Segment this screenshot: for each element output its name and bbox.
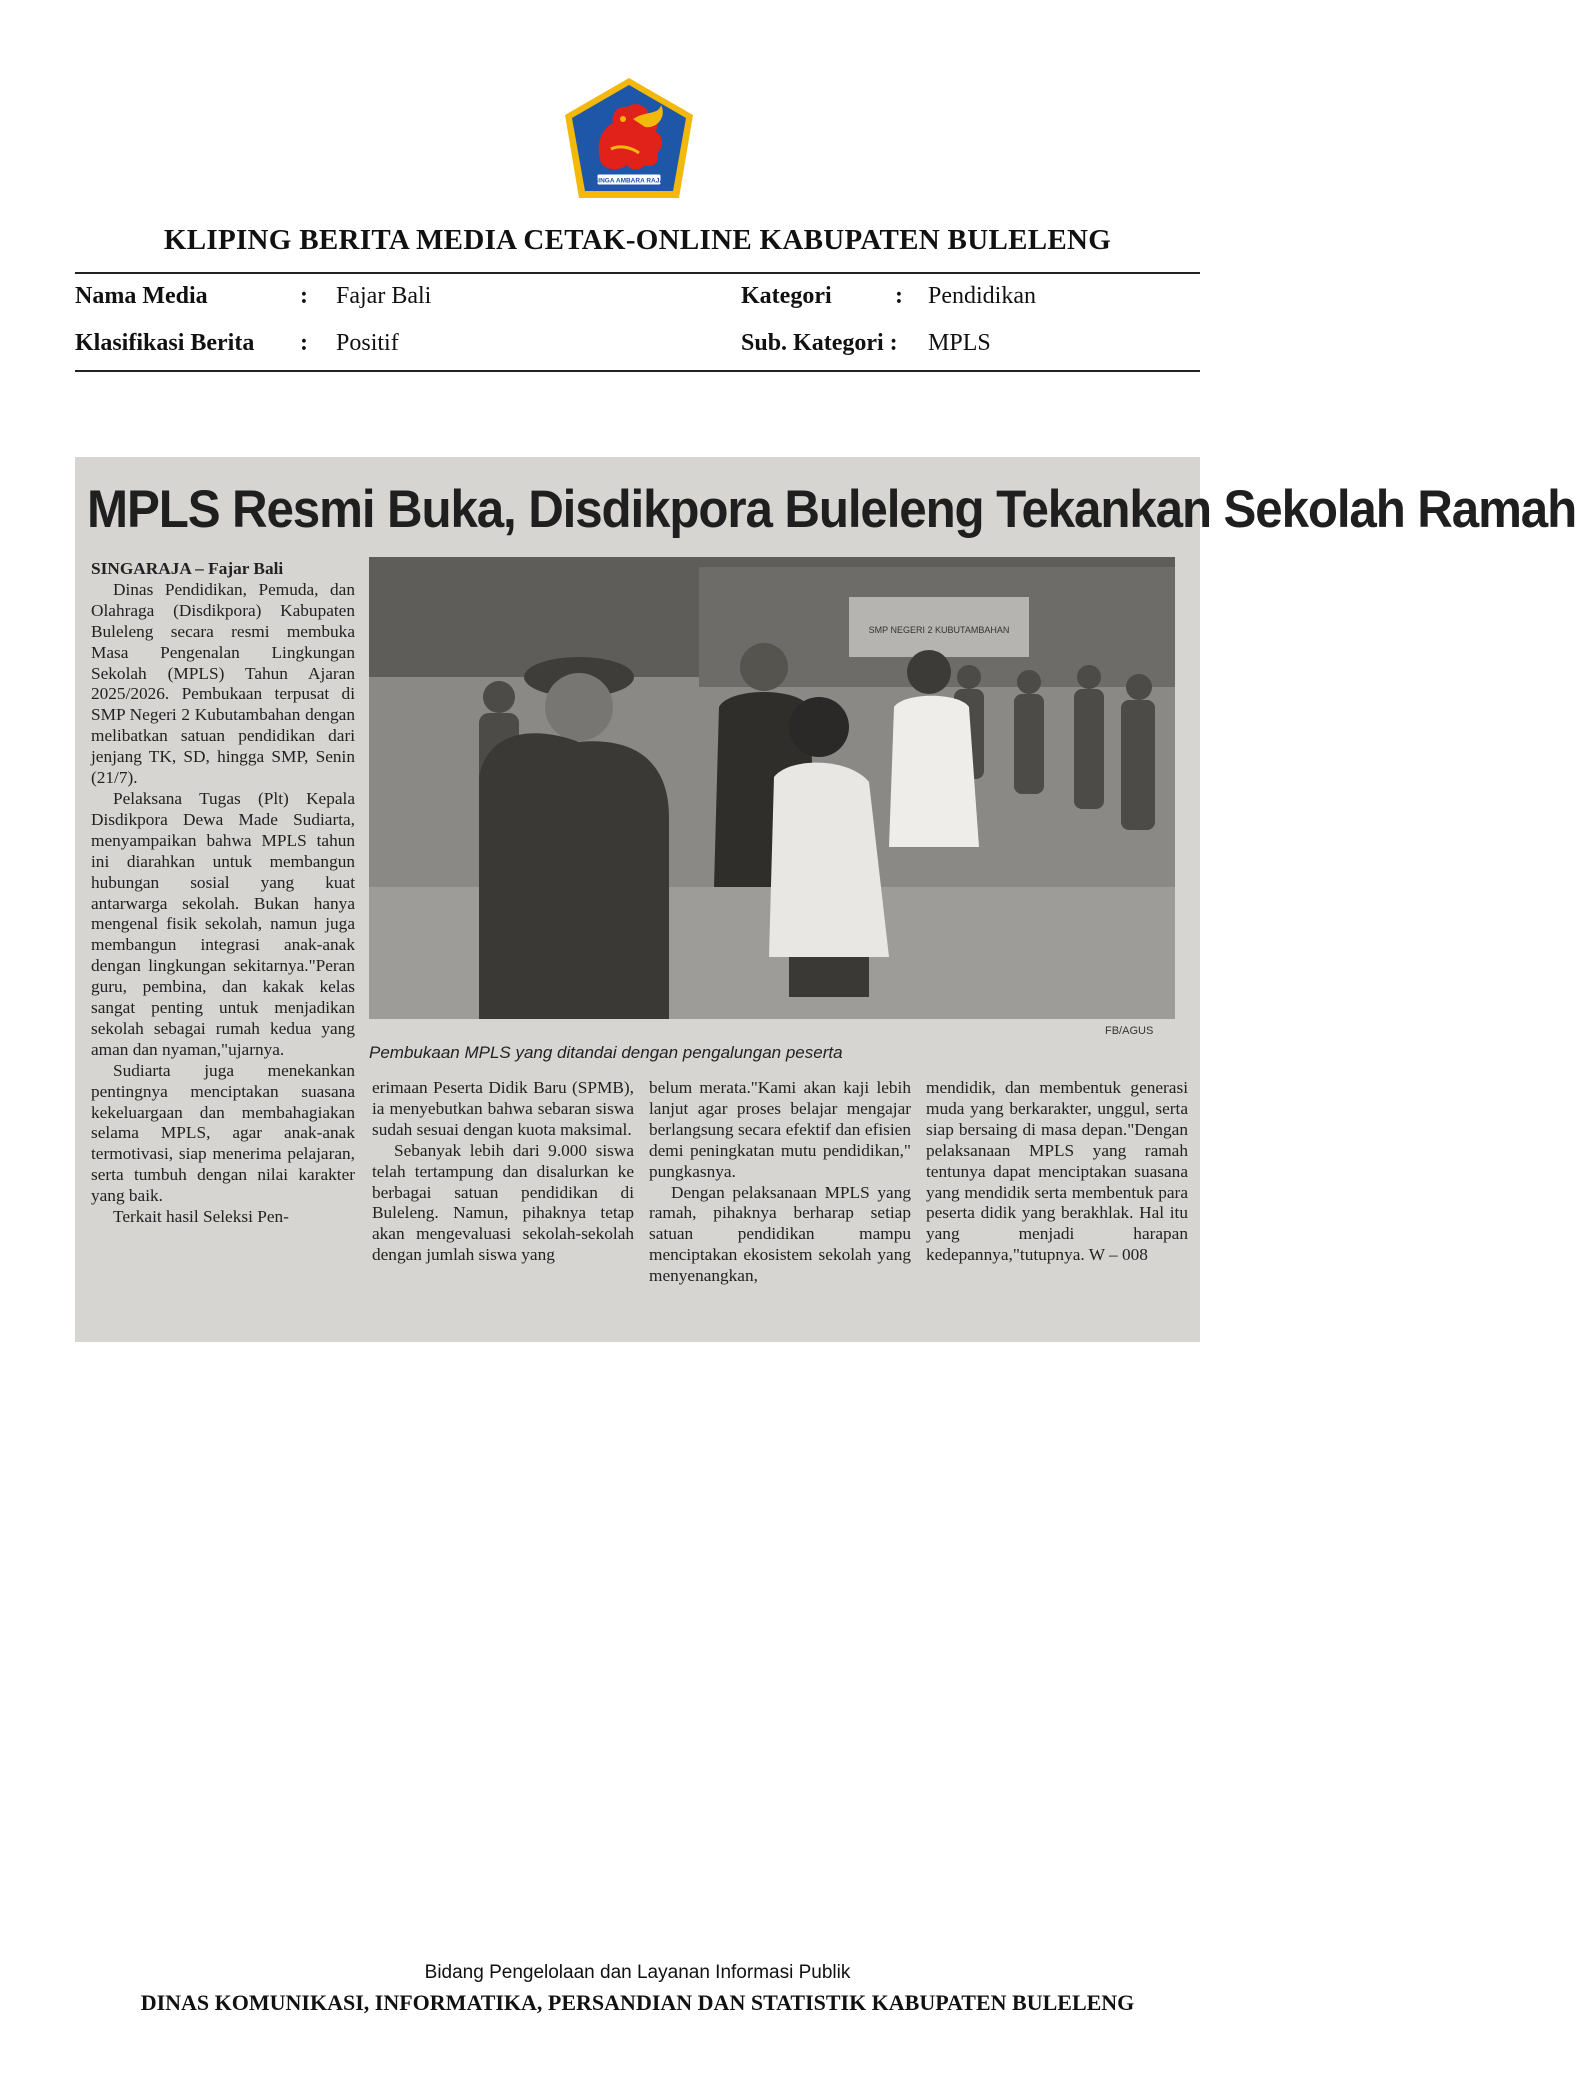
article-paragraph: Sudiarta juga menekankan pentingnya menciptakan suasana kekeluargaan dan membahagiakan selama MPLS, agar anak-anak termotivasi, siap menerima pelajaran, serta tumbuh dengan nilai karakter yang baik. <box>91 1060 355 1206</box>
article-paragraph: belum merata."Kami akan kaji lebih lanjut agar proses belajar mengajar berlangsung secara efektif dan efisien demi peningkatan mutu pendidikan," pungkasnya. <box>649 1078 911 1181</box>
subkategori-value: MPLS <box>928 330 991 356</box>
media-colon: : <box>300 283 308 309</box>
svg-text:SINGA AMBARA RAJA: SINGA AMBARA RAJA <box>593 177 665 185</box>
media-label: Nama Media <box>75 283 208 309</box>
document-title: KLIPING BERITA MEDIA CETAK-ONLINE KABUPATEN BULELENG <box>163 224 1112 256</box>
article-paragraph: Pelaksana Tugas (Plt) Kepala Disdikpora Dewa Made Sudiarta, menyampaikan bahwa MPLS tahun ini diarahkan untuk membangun hubungan sosial yang kuat antarwarga sekolah. Bukan hanya mengenal fisik sekolah, namun juga membangun integrasi anak-anak dengan lingkungan sekitarnya."Peran guru, pembina, dan kakak kelas sangat penting untuk menjadikan sekolah sebagai rumah kedua yang aman dan nyaman,"ujarnya. <box>91 788 355 1059</box>
article-paragraph: Dinas Pendidikan, Pemuda, dan Olahraga (Disdikpora) Kabupaten Buleleng secara resmi membuka Masa Pengenalan Lingkungan Sekolah (MPLS) Tahun Ajaran 2025/2026. Pembukaan terpusat di SMP Negeri 2 Kubutambahan dengan melibatkan satuan pendidikan dari jenjang TK, SD, hingga SMP, Senin (21/7). <box>91 579 355 788</box>
article-paragraph: Dengan pelaksanaan MPLS yang ramah, pihaknya berharap setiap satuan pendidikan mampu menciptakan ekosistem sekolah yang menyenangkan, <box>649 1182 911 1286</box>
kategori-colon: : <box>895 283 903 309</box>
photo-caption: Pembukaan MPLS yang ditandai dengan pengalungan peserta <box>369 1043 843 1062</box>
singa-ambara-raja-logo <box>561 75 697 201</box>
subkategori-label: Sub. Kategori : <box>741 330 898 356</box>
article-paragraph: erimaan Peserta Didik Baru (SPMB), ia menyebutkan bahwa sebaran siswa sudah sesuai dengan kuota maksimal. <box>372 1078 634 1139</box>
header-divider-top <box>75 272 1200 274</box>
news-clipping <box>75 457 1576 1342</box>
header-divider-bottom <box>75 370 1200 372</box>
article-paragraph: mendidik, dan membentuk generasi muda yang berkarakter, unggul, serta siap bersaing di masa depan."Dengan pelaksanaan MPLS yang ramah tentunya dapat menciptakan suasana yang mendidik serta membentuk para peserta didik yang berakhlak. Hal itu yang menjadi harapan kedepannya,"tutupnya. W – 008 <box>926 1078 1188 1265</box>
photo-credit: FB/AGUS <box>1105 1025 1154 1037</box>
article-paragraph: Terkait hasil Seleksi Pen- <box>113 1207 289 1227</box>
article-headline: MPLS Resmi Buka, Disdikpora Buleleng Tekankan Sekolah Ramah <box>87 480 1576 539</box>
photo-banner-text: SMP NEGERI 2 KUBUTAMBAHAN <box>868 625 1010 635</box>
article-dateline: SINGARAJA – Fajar Bali <box>91 559 284 578</box>
klasifikasi-label: Klasifikasi Berita <box>75 330 255 356</box>
footer-division: Bidang Pengelolaan dan Layanan Informasi Publik <box>424 1962 851 1983</box>
kategori-value: Pendidikan <box>928 283 1036 309</box>
klasifikasi-colon: : <box>300 330 308 356</box>
article-column-2 <box>372 1078 634 1266</box>
article-column-3 <box>649 1078 911 1287</box>
article-paragraph: Sebanyak lebih dari 9.000 siswa telah tertampung dan disalurkan ke berbagai satuan pendidikan di Buleleng. Namun, pihaknya tetap akan mengevaluasi sekolah-sekolah dengan jumlah siswa yang <box>372 1140 634 1265</box>
media-value: Fajar Bali <box>336 283 432 309</box>
article-photo <box>369 557 1175 1019</box>
footer-agency: DINAS KOMUNIKASI, INFORMATIKA, PERSANDIAN DAN STATISTIK KABUPATEN BULELENG <box>140 1990 1135 2015</box>
article-column-4 <box>926 1078 1188 1266</box>
article-column-1 <box>91 559 355 1228</box>
kategori-label: Kategori <box>741 283 832 309</box>
klasifikasi-value: Positif <box>336 330 399 356</box>
